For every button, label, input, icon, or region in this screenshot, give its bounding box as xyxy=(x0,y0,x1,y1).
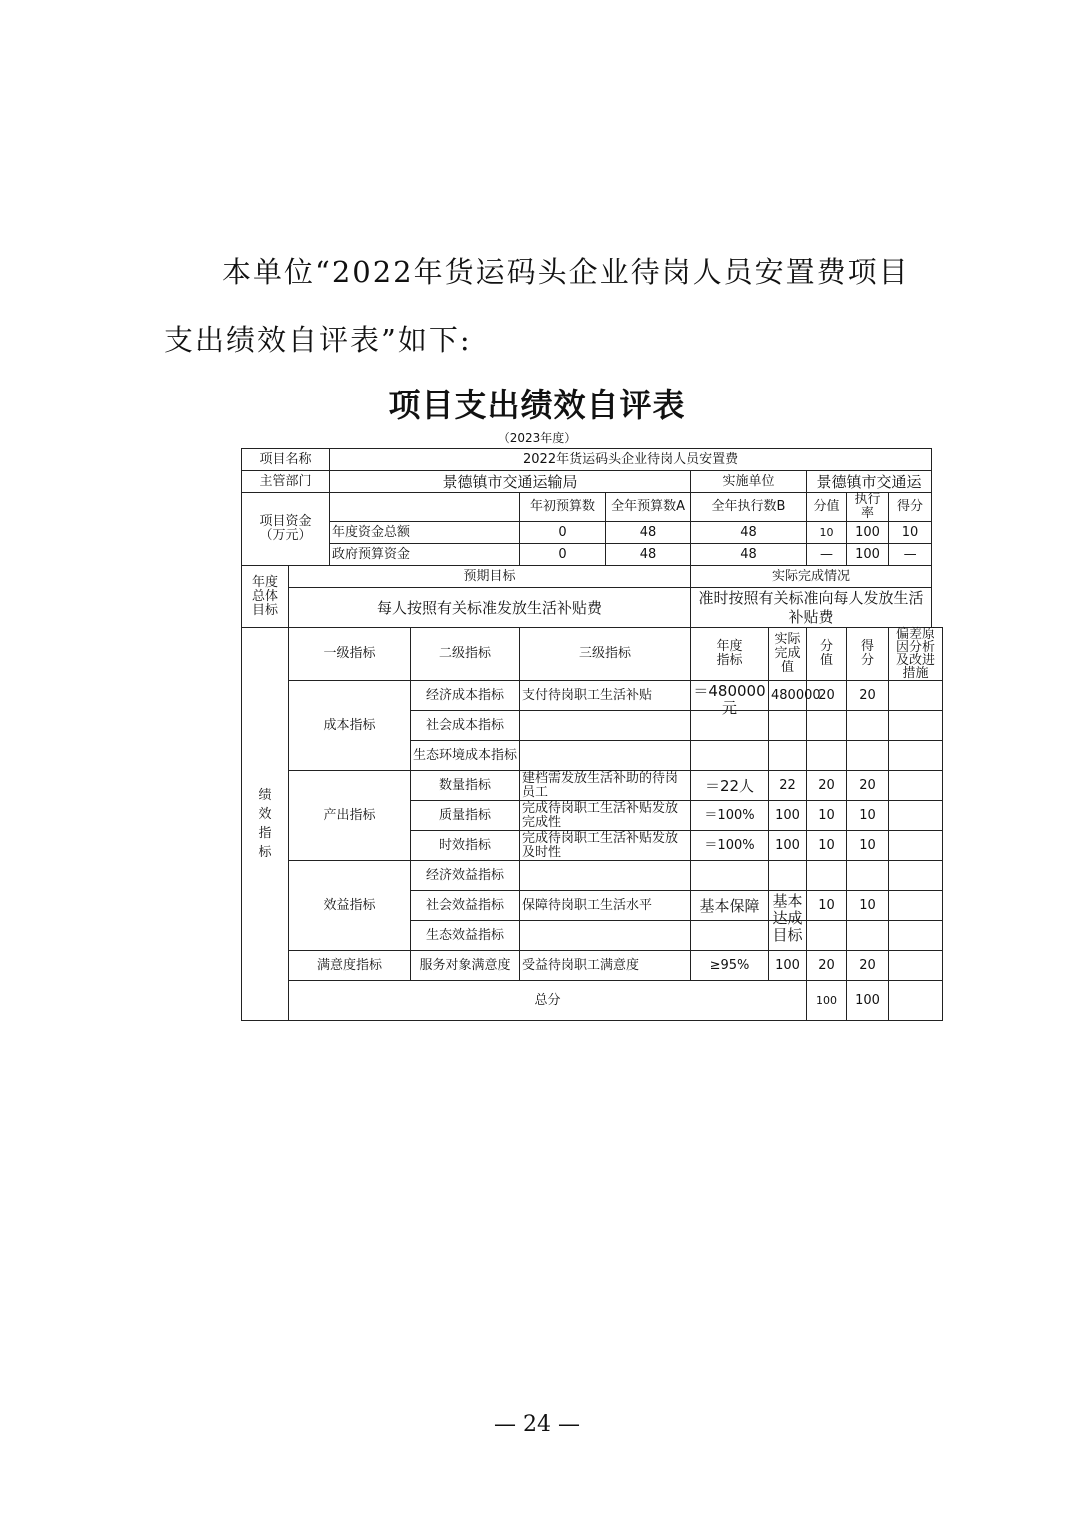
dept-value: 景德镇市交通运输局 xyxy=(330,471,691,493)
row-funds-gov xyxy=(242,544,943,566)
cost-l3: 支付待岗职工生活补贴 xyxy=(522,687,653,703)
quality-value: 10 xyxy=(807,801,847,831)
hdr-level2: 二级指标 xyxy=(411,628,520,681)
funds-label: 项目资金 （万元） xyxy=(242,493,330,566)
cost-target: ＝480000元 xyxy=(693,681,766,717)
table-row xyxy=(242,951,943,981)
hdr-annual-target: 年度 指标 xyxy=(691,628,769,681)
funds-total-annual: 48 xyxy=(606,522,691,544)
cost-label: 成本指标 xyxy=(289,681,411,771)
row-total xyxy=(242,981,943,1021)
impl-unit-label: 实施单位 xyxy=(691,471,807,493)
funds-total-rate: 100 xyxy=(847,522,889,544)
row-goal-content xyxy=(242,588,943,628)
funds-gov-value: — xyxy=(807,544,847,566)
cost-actual: 480000 xyxy=(769,681,807,711)
social-benefit-actual: 基本达成目标 xyxy=(772,891,803,944)
row-funds-header xyxy=(242,493,943,522)
timeliness-l3: 完成待岗职工生活补贴发放及时性 xyxy=(522,830,679,860)
funds-total-label: 年度资金总额 xyxy=(330,522,520,544)
intro-paragraph: 本单位“2022年货运码头企业待岗人员安置费项目支出绩效自评表”如下: xyxy=(164,255,910,357)
row-project-name xyxy=(242,449,943,471)
quality-score: 10 xyxy=(847,801,889,831)
row-goal-header xyxy=(242,566,943,588)
col-score-value: 分值 xyxy=(807,493,847,522)
output-label: 产出指标 xyxy=(289,771,411,861)
cost-deviation xyxy=(889,681,943,711)
actual-goal: 准时按照有关标准向每人发放生活补贴费 xyxy=(691,588,932,628)
row-department xyxy=(242,471,943,493)
expected-goal: 每人按照有关标准发放生活补贴费 xyxy=(289,588,691,628)
actual-label: 实际完成情况 xyxy=(691,566,932,588)
quantity-target: ＝22人 xyxy=(691,771,769,801)
hdr-level3: 三级指标 xyxy=(520,628,691,681)
social-benefit-score: 10 xyxy=(847,891,889,921)
social-cost-l2: 社会成本指标 xyxy=(411,711,520,741)
quality-l3: 完成待岗职工生活补贴发放完成性 xyxy=(522,800,679,830)
col-annual-exec: 全年执行数B xyxy=(691,493,807,522)
satisfaction-l3: 受益待岗职工满意度 xyxy=(520,951,691,981)
cost-score: 20 xyxy=(847,681,889,711)
quantity-l2: 数量指标 xyxy=(411,771,520,801)
funds-gov-rate: 100 xyxy=(847,544,889,566)
timeliness-value: 10 xyxy=(807,831,847,861)
quantity-actual: 22 xyxy=(769,771,807,801)
social-benefit-target: 基本保障 xyxy=(691,891,769,921)
satisfaction-target: ≥95% xyxy=(691,951,769,981)
hdr-value: 分 值 xyxy=(807,628,847,681)
social-benefit-l3: 保障待岗职工生活水平 xyxy=(522,897,653,913)
project-name-label: 项目名称 xyxy=(242,449,330,471)
satisfaction-label: 满意度指标 xyxy=(289,951,411,981)
timeliness-target: ＝100% xyxy=(691,831,769,861)
cost-l2: 经济成本指标 xyxy=(411,681,520,711)
funds-gov-exec: 48 xyxy=(691,544,807,566)
quantity-l3: 建档需发放生活补助的待岗员工 xyxy=(522,770,679,800)
table-row xyxy=(242,681,943,711)
satisfaction-value: 20 xyxy=(807,951,847,981)
performance-table xyxy=(241,448,943,1021)
col-initial-budget: 年初预算数 xyxy=(520,493,606,522)
col-score: 得分 xyxy=(889,493,932,522)
quality-l2: 质量指标 xyxy=(411,801,520,831)
table-year: （2023年度） xyxy=(497,431,577,445)
impl-unit-value: 景德镇市交通运 xyxy=(807,471,932,493)
timeliness-score: 10 xyxy=(847,831,889,861)
social-benefit-value: 10 xyxy=(807,891,847,921)
project-name: 2022年货运码头企业待岗人员安置费 xyxy=(330,449,932,471)
funds-total-score: 10 xyxy=(889,522,932,544)
quality-target: ＝100% xyxy=(691,801,769,831)
timeliness-l2: 时效指标 xyxy=(411,831,520,861)
expected-goal-label: 预期目标 xyxy=(289,566,691,588)
row-indicator-header xyxy=(242,628,943,681)
econ-benefit-l2: 经济效益指标 xyxy=(411,861,520,891)
total-score: 100 xyxy=(847,981,889,1021)
satisfaction-l2: 服务对象满意度 xyxy=(411,951,520,981)
eco-benefit-l2: 生态效益指标 xyxy=(411,921,520,951)
satisfaction-score: 20 xyxy=(847,951,889,981)
cost-value: 20 xyxy=(807,681,847,711)
quantity-score: 20 xyxy=(847,771,889,801)
funds-total-exec: 48 xyxy=(691,522,807,544)
funds-gov-annual: 48 xyxy=(606,544,691,566)
eco-cost-l2: 生态环境成本指标 xyxy=(411,741,520,771)
total-label: 总分 xyxy=(289,981,807,1021)
funds-total-initial: 0 xyxy=(520,522,606,544)
social-benefit-l2: 社会效益指标 xyxy=(411,891,520,921)
quality-actual: 100 xyxy=(769,801,807,831)
satisfaction-actual: 100 xyxy=(769,951,807,981)
col-annual-budget: 全年预算数A xyxy=(606,493,691,522)
funds-gov-score: — xyxy=(889,544,932,566)
col-exec-rate: 执行率 xyxy=(847,493,889,522)
funds-total-value: 10 xyxy=(807,522,847,544)
indicators-label: 绩 效 指 标 xyxy=(242,628,289,1021)
goal-label: 年度 总体 目标 xyxy=(242,566,289,628)
hdr-level1: 一级指标 xyxy=(289,628,411,681)
hdr-deviation: 偏差原因分析 及改进措施 xyxy=(889,628,943,681)
total-value: 100 xyxy=(807,981,847,1021)
table-title: 项目支出绩效自评表 xyxy=(388,386,686,424)
timeliness-actual: 100 xyxy=(769,831,807,861)
benefit-label: 效益指标 xyxy=(289,861,411,951)
hdr-actual-value: 实际 完成值 xyxy=(769,628,807,681)
dept-label: 主管部门 xyxy=(242,471,330,493)
quantity-value: 20 xyxy=(807,771,847,801)
funds-gov-label: 政府预算资金 xyxy=(330,544,520,566)
table-row xyxy=(242,771,943,801)
table-row xyxy=(242,861,943,891)
page-number: — 24 — xyxy=(494,1412,580,1437)
funds-gov-initial: 0 xyxy=(520,544,606,566)
funds-blank-header xyxy=(330,493,520,522)
hdr-score: 得 分 xyxy=(847,628,889,681)
row-funds-total xyxy=(242,522,943,544)
